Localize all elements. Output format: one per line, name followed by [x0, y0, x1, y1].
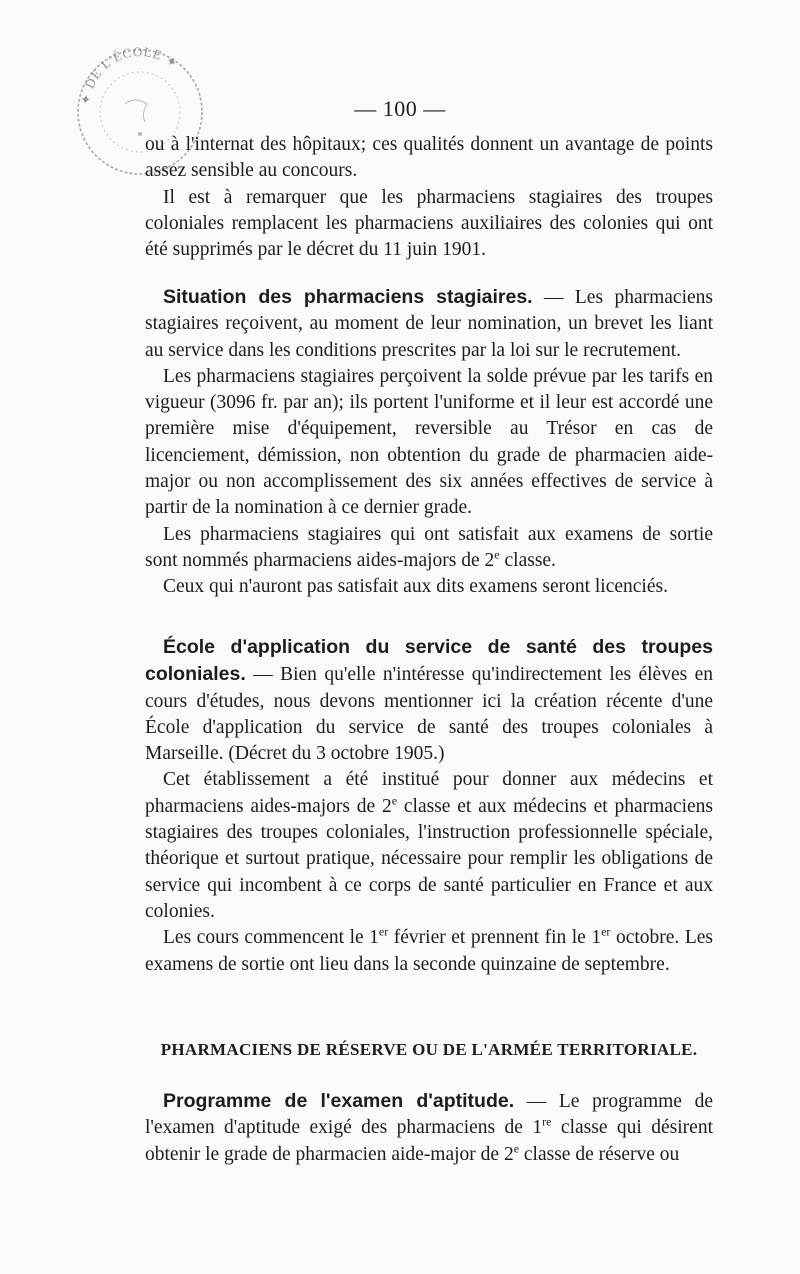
section-title-reserve: PHARMACIENS DE RÉSERVE OU DE L'ARMÉE TERRITORIALE.	[160, 1040, 698, 1059]
page-number: — 100 —	[354, 96, 446, 121]
superscript: e	[513, 1141, 520, 1156]
section-situation	[145, 284, 713, 601]
ecole-etablissement-paragraph	[145, 767, 713, 925]
situation-sortie-text: Les pharmaciens stagiaires qui ont satisfait aux examens de sortie sont nommés pharmaciens aides-majors de 2	[145, 523, 713, 571]
section-ecole	[145, 634, 713, 978]
programme-lead-text-2: classe qui désirent obtenir le grade de pharmacien aide-major de 2	[145, 1117, 713, 1165]
paragraph-continuation: ou à l'internat des hôpitaux; ces qualités donnent un avantage de points assez sensible au concours.	[145, 134, 713, 182]
superscript: e	[391, 793, 398, 808]
programme-heading: Programme de l'examen d'aptitude.	[163, 1090, 515, 1112]
situation-lead-paragraph	[145, 284, 713, 364]
ecole-lead-paragraph	[145, 634, 713, 767]
ecole-etablissement-text: Cet établissement a été institué pour donner aux médecins et pharmaciens aides-majors de 2	[145, 769, 713, 817]
superscript: er	[378, 924, 389, 939]
ecole-cours-end: octobre. Les examens de sortie ont lieu dans la seconde quinzaine de septembre.	[145, 927, 713, 975]
ecole-etablissement-end: classe et aux médecins et pharmaciens stagiaires des troupes coloniales, l'instruction professionnelle spéciale, théorique et surtout pratique, nécessaire pour remplir les obligations de service qui incombent à ce corps de santé particulier en France et aux colonies.	[145, 795, 713, 922]
programme-lead-paragraph	[145, 1088, 713, 1168]
programme-lead-text: — Le programme de l'examen d'aptitude exigé des pharmaciens de 1	[145, 1091, 713, 1139]
intro-block	[145, 132, 713, 263]
ecole-cours-paragraph	[145, 925, 713, 978]
programme-lead-end: classe de réserve ou	[519, 1143, 680, 1165]
situation-solde-paragraph: Les pharmaciens stagiaires perçoivent la solde prévue par les tarifs en vigueur (3096 fr. par an); ils portent l'uniforme et il leur est accordé une première mise d'équipement, reversible au Trésor en cas de licenciement, démission, non obtention du grade de pharmacien aide-major ou non accomplissement des six années effectives de service à partir de la nomination à ce dernier grade.	[145, 365, 713, 519]
ecole-cours-text: Les cours commencent le 1	[163, 927, 379, 949]
situation-sortie-paragraph	[145, 522, 713, 575]
situation-sortie-end: classe.	[499, 549, 556, 571]
situation-heading: Situation des pharmaciens stagiaires.	[163, 286, 533, 308]
svg-text:✦ DE L'ÉCOLE ✦: ✦ DE L'ÉCOLE ✦	[77, 43, 182, 106]
paragraph-colonial-remark: Il est à remarquer que les pharmaciens stagiaires des troupes coloniales remplacent les pharmaciens auxiliaires des colonies qui ont été supprimés par le décret du 11 juin 1901.	[145, 186, 713, 261]
situation-licencies-paragraph: Ceux qui n'auront pas satisfait aux dits examens seront licenciés.	[163, 576, 668, 598]
ecole-cours-text-2: février et prennent fin le 1	[388, 927, 602, 949]
situation-lead-text: — Les pharmaciens stagiaires reçoivent, au moment de leur nomination, un brevet les liant au service dans les conditions prescrites par la loi sur le recrutement.	[145, 287, 713, 361]
ecole-lead-text: — Bien qu'elle n'intéresse qu'indirectement les élèves en cours d'études, nous devons mentionner ici la création récente d'une École d'application du service de santé des troupes coloniales à Marseille. (Décret du 3 octobre 1905.)	[145, 664, 713, 765]
superscript: e	[494, 547, 500, 562]
section-programme	[145, 1088, 713, 1168]
ecole-heading: École d'application du service de santé des troupes coloniales.	[145, 636, 713, 686]
superscript: re	[542, 1114, 552, 1129]
superscript: er	[601, 924, 611, 939]
